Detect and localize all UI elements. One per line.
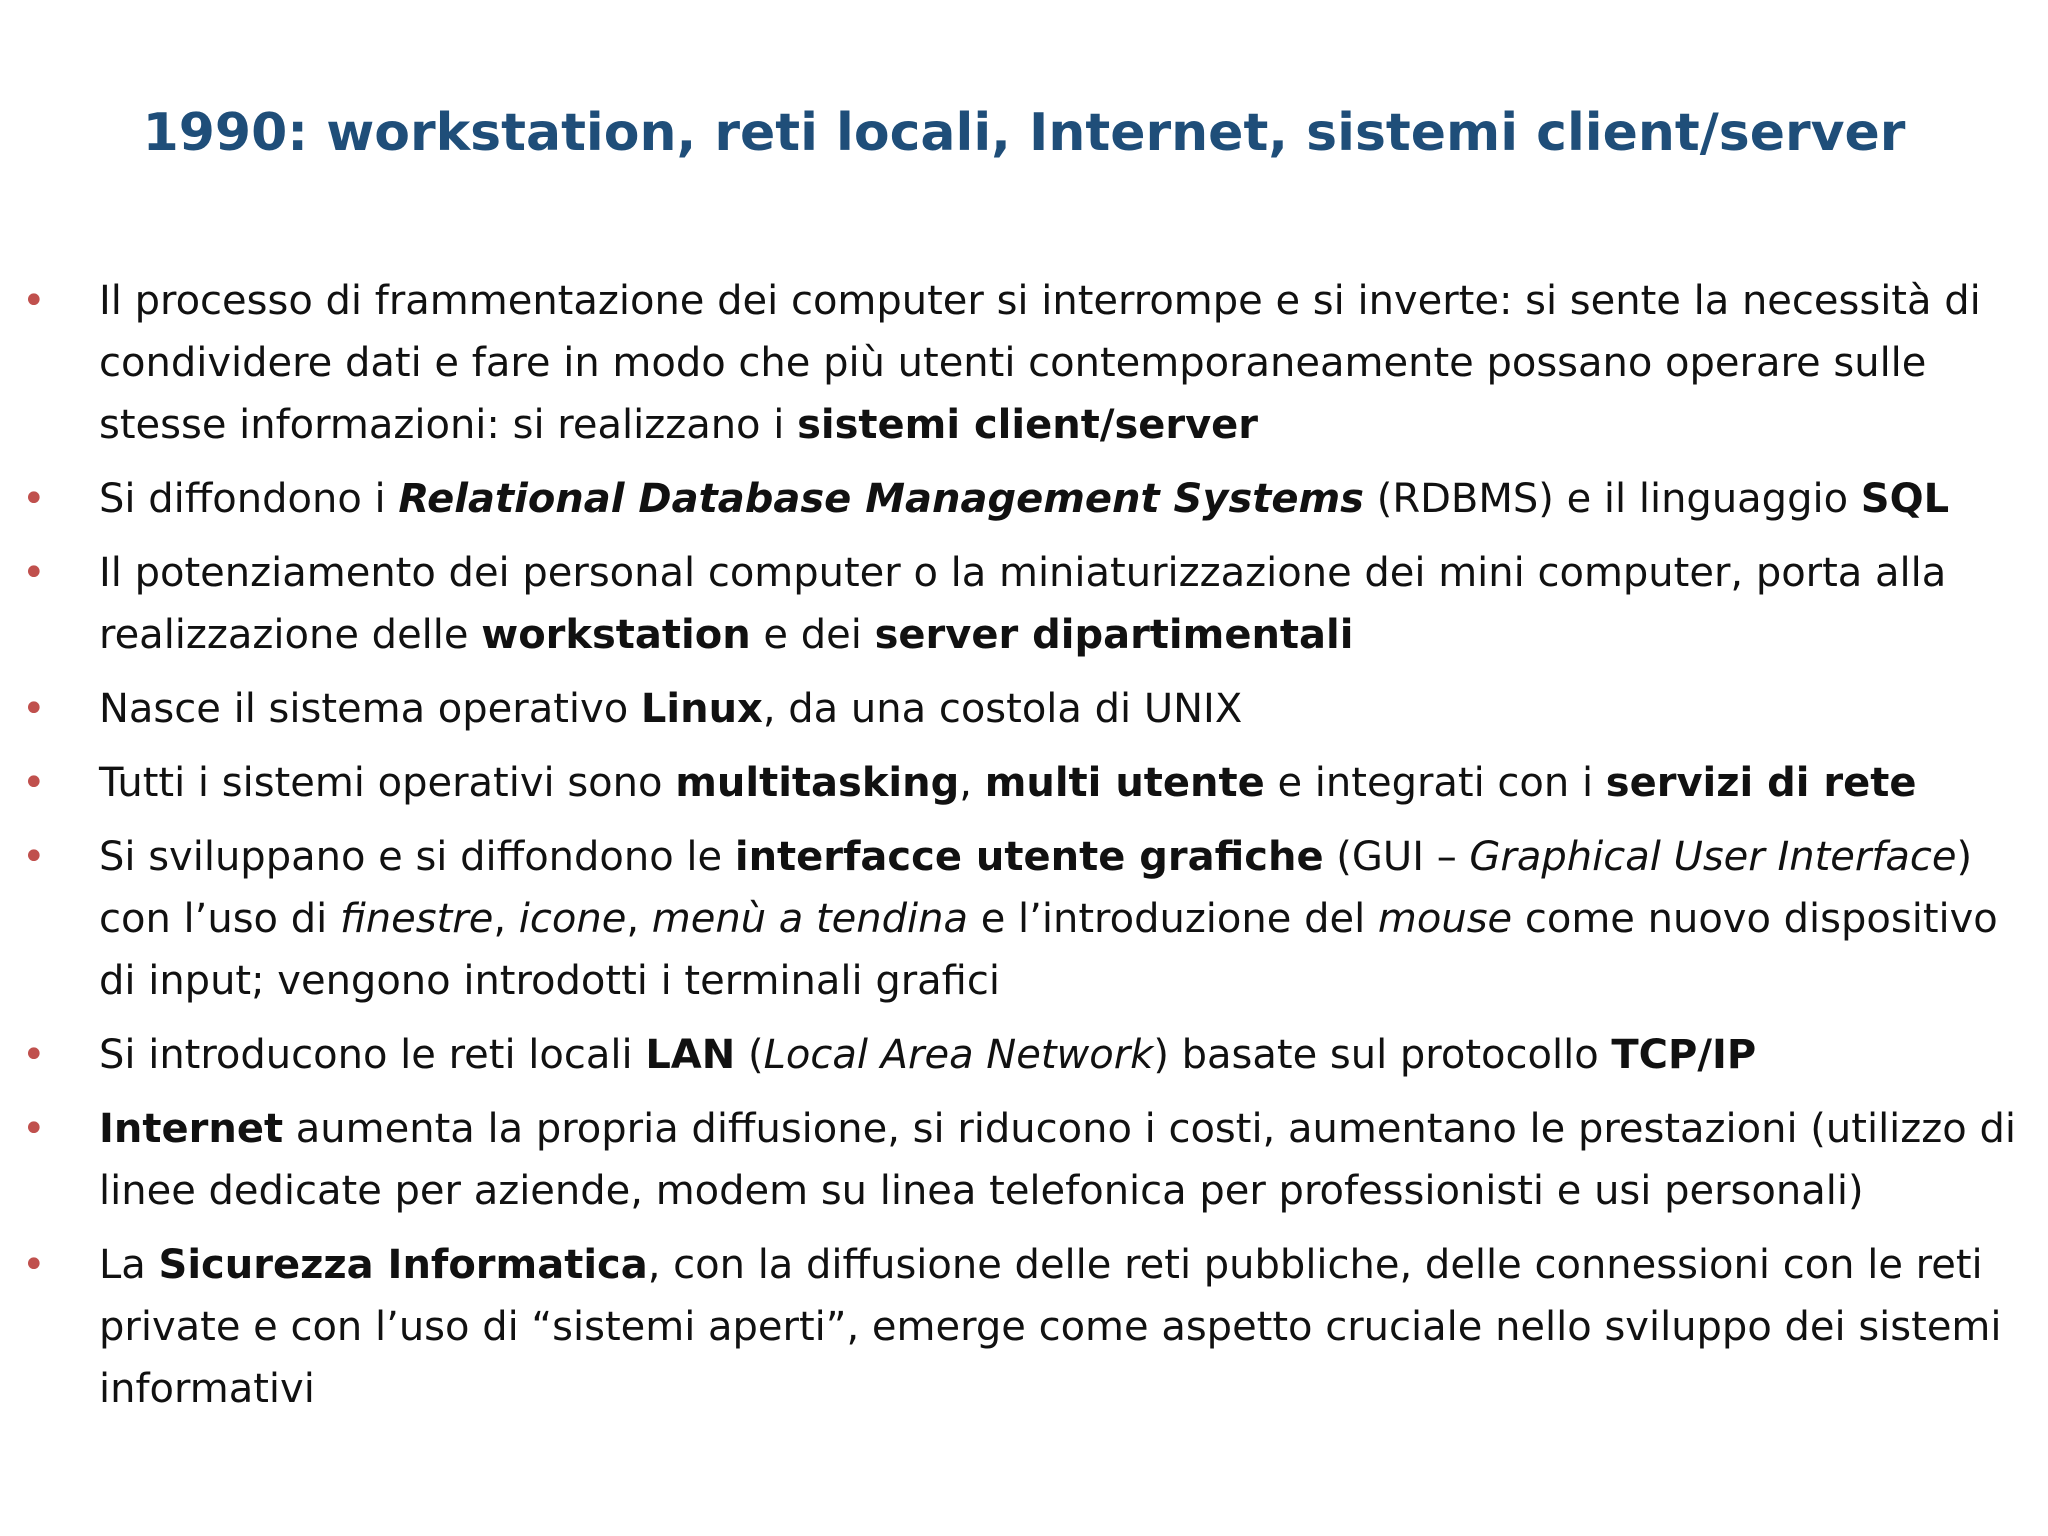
- text-segment: Si introducono le reti locali: [99, 1032, 646, 1078]
- text-segment: LAN: [645, 1032, 736, 1078]
- bullet-item: [0, 1024, 2048, 1086]
- text-segment: Il processo di frammentazione dei computer si interrompe e si inverte: si sente la necessità di condividere dati e fare in modo che più utenti contemporaneamente possano operare sulle stesse informazioni: si realizzano i: [99, 278, 1981, 448]
- slide-title: 1990: workstation, reti locali, Internet, sistemi client/server: [142, 103, 1906, 163]
- bullet-text: [99, 1242, 2002, 1412]
- bullet-text: [99, 686, 1242, 732]
- bullet-icon: •: [22, 476, 46, 522]
- bullet-item: [0, 678, 2048, 740]
- text-segment: ) con l’uso di: [99, 834, 1973, 942]
- bullet-item: [0, 468, 2048, 530]
- bullet-icon: •: [22, 834, 46, 880]
- text-segment: Local Area Network: [763, 1032, 1154, 1078]
- text-segment: Si diffondono i: [99, 476, 399, 522]
- text-segment: ,: [493, 896, 519, 942]
- text-segment: (GUI –: [1323, 834, 1470, 880]
- bullet-item: [0, 1234, 2048, 1420]
- text-segment: e dei: [750, 612, 875, 658]
- bullet-text: [99, 1032, 1756, 1078]
- text-segment: , con la diffusione delle reti pubbliche, delle connessioni con le reti private e con l’uso di “sistemi aperti”, emerge come aspetto cruciale nello sviluppo dei sistemi informativi: [99, 1242, 2002, 1412]
- text-segment: (: [735, 1032, 764, 1078]
- bullet-item: [0, 270, 2048, 456]
- text-segment: Linux: [640, 686, 763, 732]
- text-segment: sistemi client/server: [797, 402, 1259, 448]
- bullet-icon: •: [22, 686, 46, 732]
- text-segment: ) basate sul protocollo: [1153, 1032, 1612, 1078]
- bullet-icon: •: [22, 278, 46, 324]
- text-segment: multitasking: [675, 760, 960, 806]
- text-segment: Il potenziamento dei personal computer o la miniaturizzazione dei mini computer, porta alla realizzazione delle: [99, 550, 1947, 658]
- bullet-item: [0, 752, 2048, 814]
- bullet-item: [0, 1098, 2048, 1222]
- text-segment: e integrati con i: [1264, 760, 1606, 806]
- text-segment: , da una costola di UNIX: [762, 686, 1243, 732]
- bullet-text: [99, 1106, 2016, 1214]
- text-segment: La: [99, 1242, 159, 1288]
- text-segment: Nasce il sistema operativo: [99, 686, 641, 732]
- text-segment: Relational Database Management Systems: [398, 476, 1364, 522]
- text-segment: Graphical User Interface: [1469, 834, 1957, 880]
- bullet-text: [99, 476, 1949, 522]
- text-segment: Internet: [99, 1106, 284, 1152]
- text-segment: (RDBMS) e il linguaggio: [1364, 476, 1861, 522]
- bullet-text: [99, 760, 1917, 806]
- text-segment: Tutti i sistemi operativi sono: [99, 760, 676, 806]
- text-segment: Sicurezza Informatica: [158, 1242, 648, 1288]
- text-segment: servizi di rete: [1605, 760, 1917, 806]
- text-segment: ,: [626, 896, 652, 942]
- text-segment: finestre: [339, 896, 494, 942]
- bullet-icon: •: [22, 760, 46, 806]
- bullet-text: [99, 834, 1998, 1004]
- bullet-icon: •: [22, 1032, 46, 1078]
- bullet-text: [99, 550, 1946, 658]
- text-segment: aumenta la propria diffusione, si riducono i costi, aumentano le prestazioni (utilizzo di linee dedicate per aziende, modem su linea telefonica per professionisti e usi personali): [99, 1106, 2016, 1214]
- bullet-icon: •: [22, 1106, 46, 1152]
- text-segment: multi utente: [984, 760, 1265, 806]
- bullet-icon: •: [22, 550, 46, 596]
- text-segment: workstation: [481, 612, 751, 658]
- bullet-text: [99, 278, 1981, 448]
- text-segment: ,: [959, 760, 985, 806]
- bullet-item: [0, 542, 2048, 666]
- text-segment: mouse: [1377, 896, 1513, 942]
- text-segment: TCP/IP: [1611, 1032, 1757, 1078]
- text-segment: menù a tendina: [651, 896, 969, 942]
- bullet-item: [0, 826, 2048, 1012]
- text-segment: SQL: [1860, 476, 1950, 522]
- bullet-list: [0, 270, 2048, 1432]
- text-segment: come nuovo dispositivo di input; vengono introdotti i terminali grafici: [99, 896, 1998, 1004]
- text-segment: server dipartimentali: [874, 612, 1354, 658]
- text-segment: icone: [518, 896, 627, 942]
- text-segment: interfacce utente grafiche: [734, 834, 1324, 880]
- text-segment: Si sviluppano e si diffondono le: [99, 834, 735, 880]
- text-segment: e l’introduzione del: [968, 896, 1378, 942]
- bullet-icon: •: [22, 1242, 46, 1288]
